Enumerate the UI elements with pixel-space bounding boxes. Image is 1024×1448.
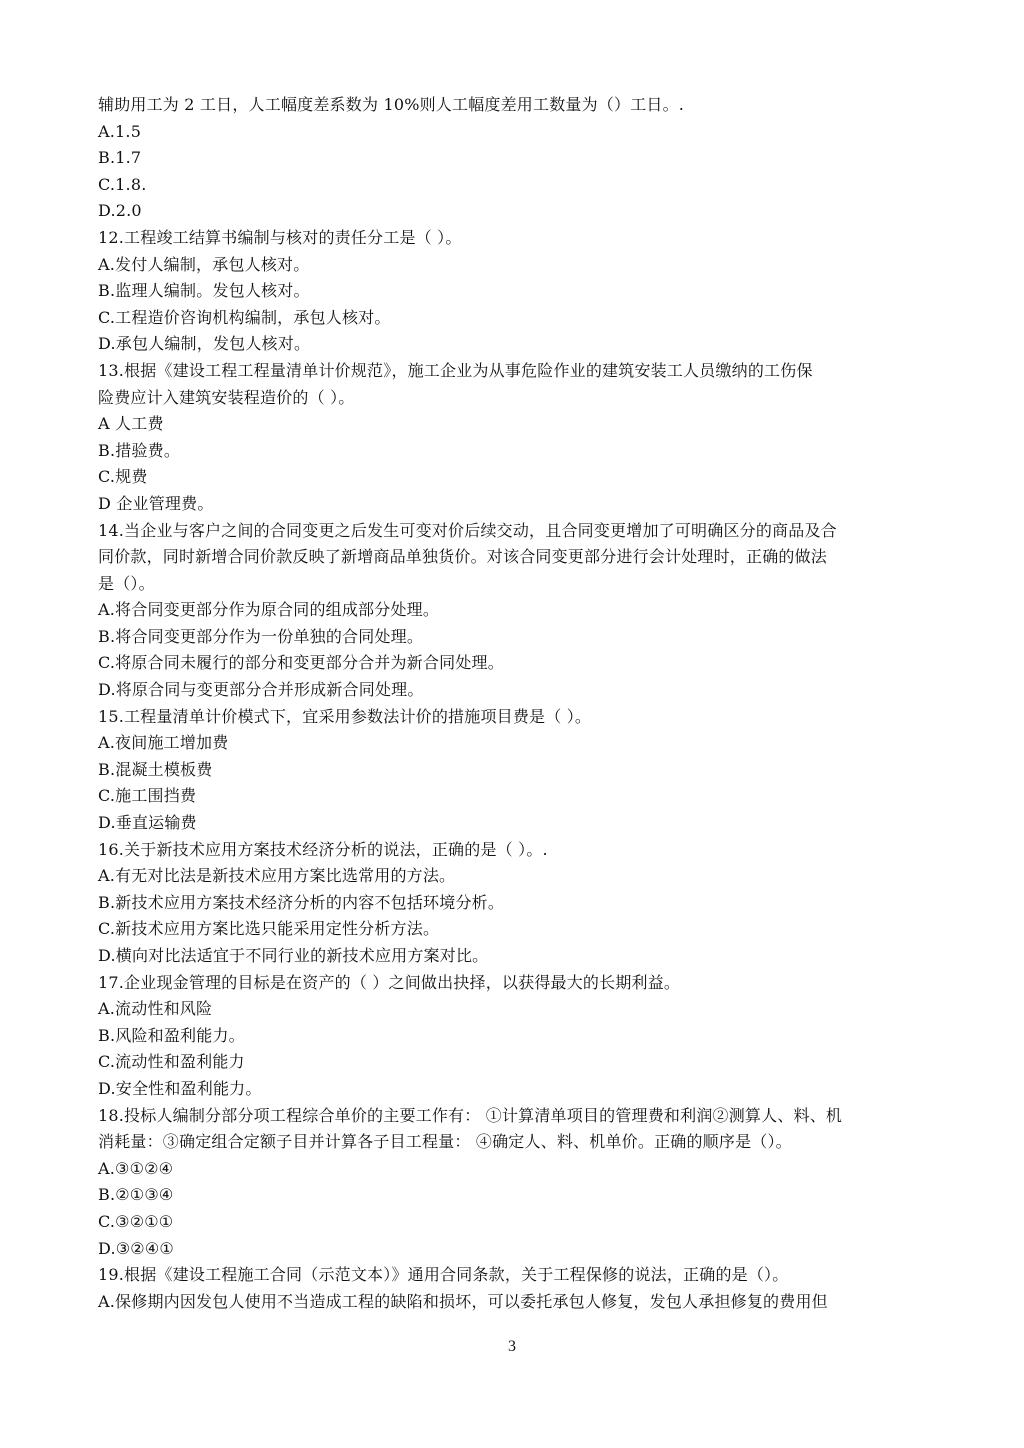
text-line: D 企业管理费。 <box>98 493 214 513</box>
text-line: 17.企业现金管理的目标是在资产的（ ）之间做出抉择，以获得最大的长期利益。 <box>98 972 681 992</box>
text-line: 同价款，同时新增合同价款反映了新增商品单独货价。对该合同变更部分进行会计处理时，正确的做法 <box>98 547 828 567</box>
text-line: B.混凝土模板费 <box>98 759 213 779</box>
text-line: A.有无对比法是新技术应用方案比选常用的方法。 <box>98 866 456 886</box>
text-line: A.③①②④ <box>98 1158 174 1178</box>
text-line: 辅助用工为 2 工日，人工幅度差系数为 10%则人工幅度差用工数量为（）工日。. <box>98 95 685 114</box>
text-line: B.监理人编制。发包人核对。 <box>98 281 310 301</box>
text-line: D.将原合同与变更部分合并形成新合同处理。 <box>98 680 424 700</box>
text-line: B.新技术应用方案技术经济分析的内容不包括环境分析。 <box>98 892 505 912</box>
text-line: C.工程造价咨询机构编制，承包人核对。 <box>98 307 391 327</box>
text-line: 12.工程竣工结算书编制与核对的责任分工是（ ）。 <box>98 227 462 247</box>
text-line: 18.投标人编制分部分项工程综合单价的主要工作有： ①计算清单项目的管理费和利润②测算人、料、机 <box>98 1105 843 1125</box>
text-line: A.将合同变更部分作为原合同的组成部分处理。 <box>98 600 440 620</box>
text-line: 消耗量：③确定组合定额子目并计算各子目工程量： ④确定人、料、机单价。正确的顺序是（）。 <box>98 1132 792 1152</box>
text-line: B.风险和盈利能力。 <box>98 1025 245 1045</box>
text-line: A.保修期内因发包人使用不当造成工程的缺陷和损坏，可以委托承包人修复，发包人承担修复的费用但 <box>98 1291 828 1311</box>
text-line: 14.当企业与客户之间的合同变更之后发生可变对价后续交动，且合同变更增加了可明确区分的商品及合 <box>98 520 837 540</box>
text-line: 13.根据《建设工程工程量清单计价规范》，施工企业为从事危险作业的建筑安装工人员缴纳的工伤保 <box>98 360 813 380</box>
text-line: B.1.7 <box>98 148 142 168</box>
text-line: C.新技术应用方案比选只能采用定性分析方法。 <box>98 919 440 939</box>
page-number: 3 <box>508 1338 516 1355</box>
text-line: C.③②①① <box>98 1211 174 1231</box>
text-line: A.流动性和风险 <box>98 999 213 1019</box>
page-content <box>98 92 928 1315</box>
text-line: A.1.5 <box>98 121 142 141</box>
text-line: D.承包人编制，发包人核对。 <box>98 334 311 354</box>
text-line: C.将原合同未履行的部分和变更部分合并为新合同处理。 <box>98 653 504 673</box>
text-line: 险费应计入建筑安装程造价的（ ）。 <box>98 387 355 407</box>
text-line: D.③②④① <box>98 1238 174 1258</box>
text-line: B.措验费。 <box>98 440 181 460</box>
text-line: D.垂直运输费 <box>98 813 197 833</box>
text-line: D.2.0 <box>98 201 142 221</box>
text-line: A 人工费 <box>98 414 164 434</box>
text-line: C.流动性和盈利能力 <box>98 1052 245 1072</box>
text-line: 是（）。 <box>98 573 155 593</box>
text-line: 19.根据《建设工程施工合同（示范文本）》通用合同条款，关于工程保修的说法，正确的是（）。 <box>98 1265 789 1285</box>
text-line: A.发付人编制，承包人核对。 <box>98 254 310 274</box>
text-line: B.将合同变更部分作为一份单独的合同处理。 <box>98 626 424 646</box>
text-line: C.1.8. <box>98 174 147 194</box>
text-line: D.横向对比法适宜于不同行业的新技术应用方案对比。 <box>98 946 489 965</box>
text-line: D.安全性和盈利能力。 <box>98 1078 262 1098</box>
text-line: 16.关于新技术应用方案技术经济分析的说法，正确的是（ ）。. <box>98 839 548 859</box>
text-line: 15.工程量清单计价模式下，宜采用参数法计价的措施项目费是（ ）。 <box>98 706 592 726</box>
text-line: B.②①③④ <box>98 1185 174 1205</box>
text-line: C.规费 <box>98 467 148 487</box>
text-line: C.施工围挡费 <box>98 786 197 806</box>
text-line: A.夜间施工增加费 <box>98 733 229 753</box>
